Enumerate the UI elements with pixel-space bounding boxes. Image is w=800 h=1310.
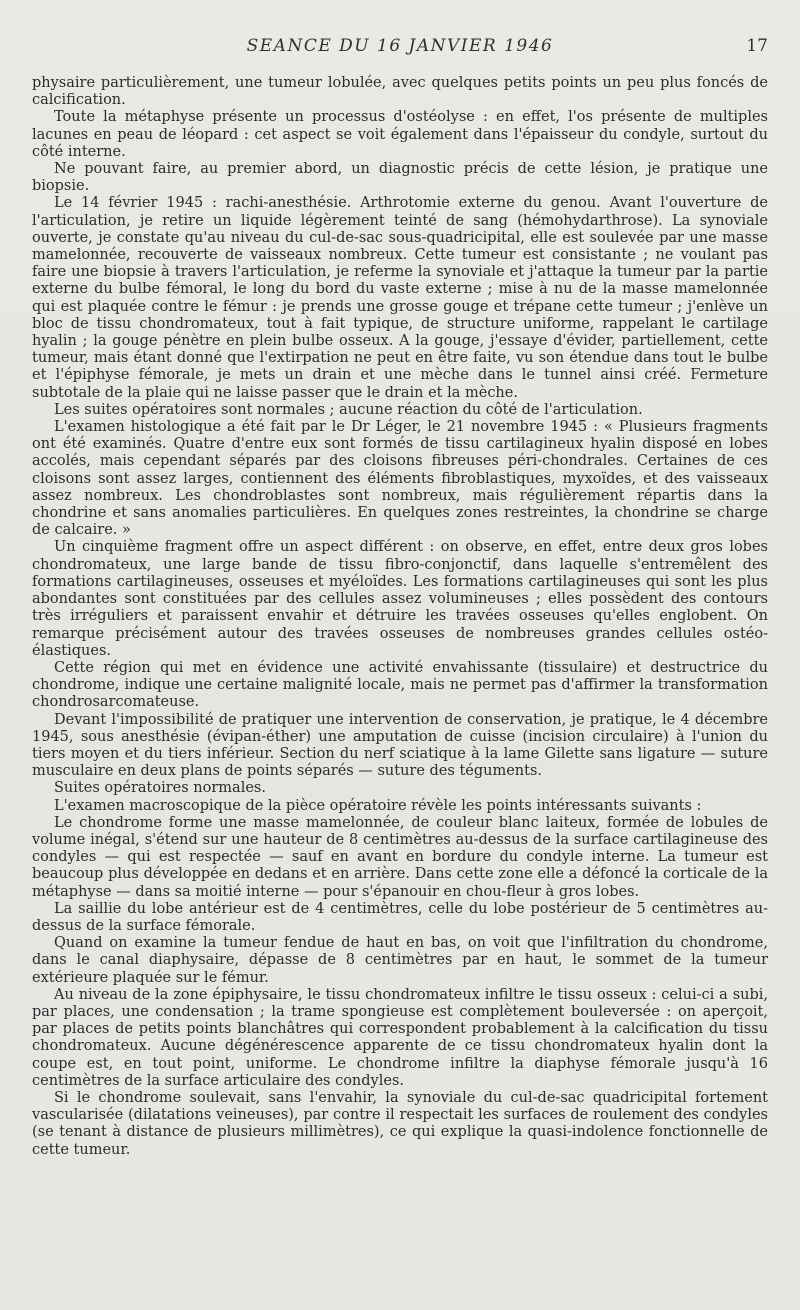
paragraph: Le chondrome forme une masse mamelonnée, de couleur blanc laiteux, formée de lobules de volume inégal, s'étend sur une hauteur de 8 centimètres au-dessus de la surface cartilagineuse des condyles — qui est respectée — sauf en avant en bordure du condyle interne. La tumeur est beaucoup plus développée en dedans et en arrière. Dans cette zone elle a défoncé la corticale de la métaphyse — dans sa moitié interne — pour s'épanouir en chou-fleur à gros lobes. (32, 814, 768, 900)
paragraph: Les suites opératoires sont normales ; aucune réaction du côté de l'articulation. (54, 401, 643, 418)
paragraph: Cette région qui met en évidence une activité envahissante (tissulaire) et destructrice du chondrome, indique une certaine malignité locale, mais ne permet pas d'affirmer la transformation chondrosarcomateuse. (32, 659, 768, 711)
paragraph: Suites opératoires normales. (54, 780, 266, 797)
paragraph: physaire particulièrement, une tumeur lobulée, avec quelques petits points un peu plus foncés de calcification. (32, 75, 768, 109)
paragraph: Au niveau de la zone épiphysaire, le tissu chondromateux infiltre le tissu osseux : celui-ci a subi, par places, une condensation ; la trame spongieuse est complètement bouleversée : on aperçoit, par places de petits points blanchâtres qui correspondent probablement à la calcification du tissu chondromateux. Aucune dégénérescence apparente de ce tissu chondromateux hyalin dont la coupe est, en tout point, uniforme. Le chondrome infiltre la diaphyse fémorale jusqu'à 16 centimètres de la surface articulaire des condyles. (32, 986, 768, 1089)
paragraph: Toute la métaphyse présente un processus d'ostéolyse : en effet, l'os présente de multiples lacunes en peau de léopard : cet aspect se voit également dans l'épaisseur du condyle, surtout du côté interne. (32, 109, 768, 160)
paragraph: Devant l'impossibilité de pratiquer une intervention de conservation, je pratique, le 4 décembre 1945, sous anesthésie (évipan-éther) une amputation de cuisse (incision circulaire) à l'union du tiers moyen et du tiers inférieur. Section du nerf sciatique à la lame Gilette sans ligature — suture musculaire en deux plans de points séparés — suture des téguments. (32, 711, 768, 780)
paragraph: Si le chondrome soulevait, sans l'envahir, la synoviale du cul-de-sac quadricipital fortement vascularisée (dilatations veineuses), par contre il respectait les surfaces de roulement des condyles (se tenant à distance de plusieurs millimètres), ce qui explique la quasi-indolence fonctionnelle de cette tumeur. (32, 1089, 768, 1158)
running-head (32, 36, 768, 60)
page-number: 17 (746, 36, 768, 56)
paragraph: Ne pouvant faire, au premier abord, un diagnostic précis de cette lésion, je pratique une biopsie. (32, 161, 768, 195)
paragraph: Le 14 février 1945 : rachi-anesthésie. Arthrotomie externe du genou. Avant l'ouverture de l'articulation, je retire un liquide légèrement teinté de sang (hémohydarthrose). La synoviale ouverte, je constate qu'au niveau du cul-de-sac sous-quadricipital, elle est soulevée par une masse mamelonnée, recouverte de vaisseaux nombreux. Cette tumeur est consistante ; ne voulant pas faire une biopsie à travers l'articulation, je referme la synoviale et j'attaque la tumeur par la partie externe du bulbe fémoral, le long du bord du vaste externe ; mise à nu de la masse mamelonnée qui est plaquée contre le fémur : je prends une grosse gouge et trépane cette tumeur ; j'enlève un bloc de tissu chondromateux, tout à fait typique, de structure uniforme, rappelant le cartilage hyalin ; la gouge pénètre en plein bulbe osseux. A la gouge, j'essaye d'évider, partiellement, cette tumeur, mais étant donné que l'extirpation ne peut en être faite, vu son étendue dans tout le bulbe et l'épiphyse fémorale, je mets un drain et une mèche dans le tunnel ainsi créé. Fermeture subtotale de la plaie qui ne laisse passer que le drain et la mèche. (32, 195, 768, 401)
running-title: SEANCE DU 16 JANVIER 1946 (246, 36, 554, 56)
body-text (32, 75, 768, 1159)
paragraph: La saillie du lobe antérieur est de 4 centimètres, celle du lobe postérieur de 5 centimètres au-dessus de la surface fémorale. (32, 900, 768, 934)
paragraph: L'examen histologique a été fait par le Dr Léger, le 21 novembre 1945 : « Plusieurs fragments ont été examinés. Quatre d'entre eux sont formés de tissu cartilagineux hyalin disposé en lobes accolés, mais cependant séparés par des cloisons fibreuses péri-chondrales. Certaines de ces cloisons sont assez larges, contiennent des éléments fibroblastiques, myxoïdes, et des vaisseaux assez nombreux. Les chondroblastes sont nombreux, mais régulièrement répartis dans la chondrine et sans anomalies particulières. En quelques zones restreintes, la chondrine se charge de calcaire. » (32, 419, 768, 539)
paragraph: Un cinquième fragment offre un aspect différent : on observe, en effet, entre deux gros lobes chondromateux, une large bande de tissu fibro-conjonctif, dans laquelle s'entremêlent des formations cartilagineuses, osseuses et myéloïdes. Les formations cartilagineuses qui sont les plus abondantes sont constituées par des cellules assez volumineuses ; elles possèdent des contours très irréguliers et paraissent envahir et détruire les travées osseuses qu'elles englobent. On remarque précisément autour des travées osseuses de nombreuses grandes cellules ostéo-élastiques. (32, 539, 768, 659)
paragraph: Quand on examine la tumeur fendue de haut en bas, on voit que l'infiltration du chondrome, dans le canal diaphysaire, dépasse de 8 centimètres par en haut, le sommet de la tumeur extérieure plaquée sur le fémur. (32, 935, 768, 986)
paragraph: L'examen macroscopique de la pièce opératoire révèle les points intéressants suivants : (54, 797, 702, 814)
